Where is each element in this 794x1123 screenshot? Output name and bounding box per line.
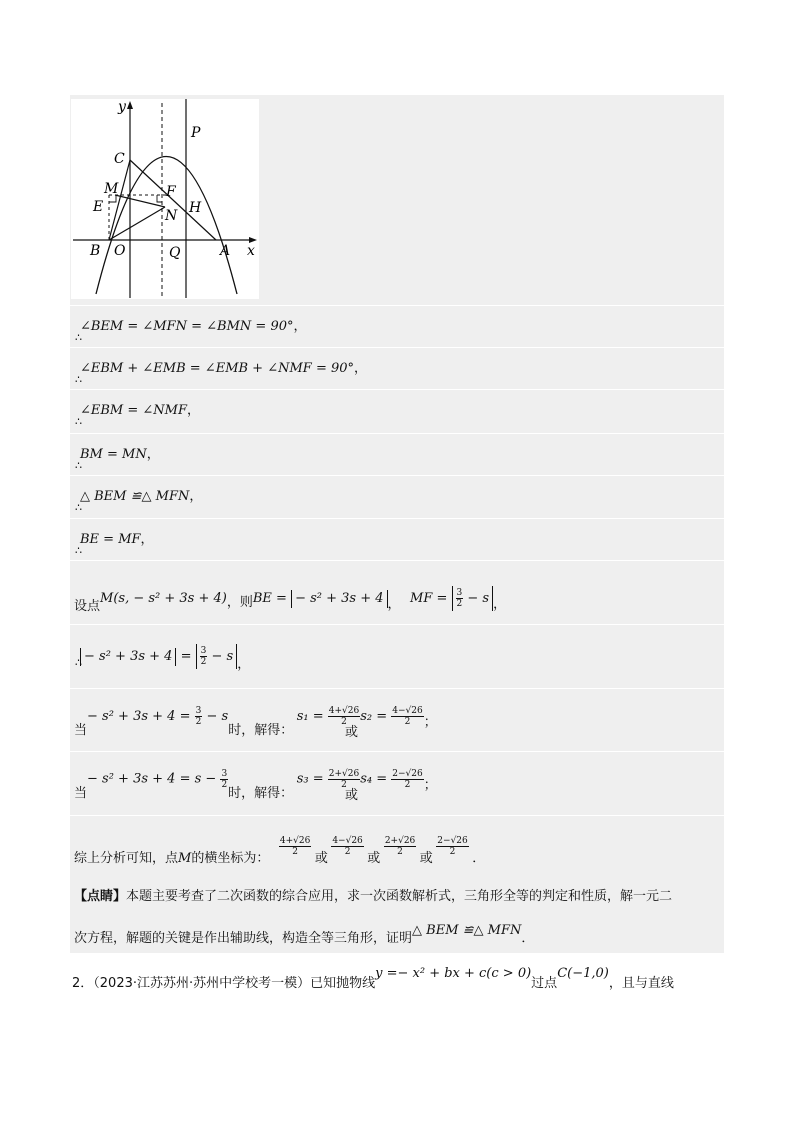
label-q: Q: [169, 245, 181, 261]
label-x: x: [247, 243, 255, 259]
row-divider: [70, 347, 724, 348]
point-m-expression: M(s, − s² + 3s + 4): [100, 591, 227, 606]
row-divider: [70, 475, 724, 476]
root-s1: $\frac{4+√26}{2}$: [328, 706, 360, 728]
step-case-2: 当− s² + 3s + 4 = s − $\frac{3}{2}$ 时，解得： s₃ = $\frac{2+√26}{2}$ s₄ = $\frac{2-√26}{2}$ ； 或: [74, 769, 437, 803]
therefore-symbol: ∴: [75, 374, 82, 386]
row-divider: [70, 751, 724, 752]
equation: ∠EBM + ∠EMB = ∠EMB + ∠NMF = 90°: [80, 361, 355, 376]
equation: BE = MF: [80, 532, 141, 547]
question-2: 2．（2023·江苏苏州·苏州中学校考一模）已知抛物线y =− x² + bx + c(c > 0)过点C(−1,0)，且与直线: [72, 966, 674, 991]
therefore-symbol: ∴: [75, 460, 82, 472]
step-angles-sum: ∠EBM + ∠EMB = ∠EMB + ∠NMF = 90°，: [80, 361, 368, 376]
step-sides-equal: BM = MN，: [80, 447, 160, 462]
label-m: M: [104, 181, 119, 197]
line-ca: [130, 160, 216, 240]
row-divider: [70, 815, 724, 816]
comment-line-1: 【点睛】本题主要考查了二次函数的综合应用，求一次函数解析式，三角形全等的判定和性质，解一元二: [74, 889, 673, 904]
label-h: H: [189, 200, 202, 216]
comment-tag: 【点睛】: [74, 889, 127, 904]
root-s1: $\frac{4+√26}{2}$: [279, 836, 311, 857]
label-n: N: [165, 208, 178, 224]
root-s2: $\frac{4-√26}{2}$: [332, 836, 363, 857]
label-e: E: [93, 199, 104, 215]
right-angle-f: [157, 195, 162, 202]
therefore-symbol: ∴: [75, 502, 82, 514]
row-divider: [70, 624, 724, 625]
label-o: O: [114, 243, 126, 259]
equation: △ BEM ≌△ MFN: [80, 489, 190, 504]
point-c: C(−1,0): [557, 966, 609, 981]
label-y: y: [118, 99, 126, 115]
line-mn: [115, 195, 165, 207]
root-s2: $\frac{4-√26}{2}$: [392, 706, 423, 728]
root-s4: $\frac{2-√26}{2}$: [392, 769, 423, 790]
parabola-figure: [71, 99, 259, 299]
therefore-symbol: ∴: [75, 416, 82, 428]
label-f: F: [166, 184, 176, 200]
step-set-point: 设点M(s, − s² + 3s + 4)，则BE = − s² + 3s + 4 ， MF = $\frac{3}{2}$ − s ，: [74, 588, 507, 614]
equation: BM = MN: [80, 447, 147, 462]
therefore-symbol: ∴: [75, 332, 82, 344]
root-s3: $\frac{2+√26}{2}$: [328, 769, 360, 790]
congruence-expression: △ BEM ≌△ MFN: [412, 923, 522, 938]
step-angles-equal: ∠EBM = ∠NMF，: [80, 403, 201, 418]
label-a: A: [220, 243, 231, 259]
parabola-diagram: [71, 99, 259, 299]
parabola-equation: y =− x² + bx + c(c > 0): [375, 966, 532, 981]
step-abs-equation: − s² + 3s + 4 = $\frac{3}{2}$ − s，: [80, 644, 250, 669]
step-angles-right: ∠BEM = ∠MFN = ∠BMN = 90°，: [80, 319, 307, 334]
therefore-symbol: ∴: [75, 545, 82, 557]
row-divider: [70, 560, 724, 561]
root-s4: $\frac{2-√26}{2}$: [437, 836, 468, 857]
equation: ∠EBM = ∠NMF: [80, 403, 188, 418]
step-be-mf: BE = MF，: [80, 532, 154, 547]
row-divider: [70, 518, 724, 519]
abs-expression: $\frac{3}{2}$ − s: [452, 586, 494, 611]
step-case-1: 当− s² + 3s + 4 = $\frac{3}{2}$ − s时，解得： s₁ = $\frac{4+√26}{2}$ s₂ = $\frac{4-√26}{2}$ ； 或: [74, 706, 437, 740]
comment-line-2: 次方程，解题的关键是作出辅助线，构造全等三角形，证明△ BEM ≌△ MFN．: [74, 923, 535, 946]
label-b: B: [90, 243, 101, 259]
root-s3: $\frac{2+√26}{2}$: [384, 836, 416, 857]
row-divider: [70, 433, 724, 434]
equation: ∠BEM = ∠MFN = ∠BMN = 90°: [80, 319, 294, 334]
label-c: C: [114, 151, 125, 167]
row-divider: [70, 389, 724, 390]
therefore-symbol: ∴: [75, 657, 82, 669]
row-divider: [70, 305, 724, 306]
abs-expression: − s² + 3s + 4: [291, 590, 387, 608]
y-axis-arrow: [127, 101, 133, 109]
label-p: P: [191, 125, 201, 141]
parabola-curve: [96, 157, 237, 295]
step-conclusion: 综上分析可知，点M的横坐标为： $\frac{4+√26}{2}$ 或 $\frac{4-√26}{2}$ 或 $\frac{2+√26}{2}$ 或 $\frac{2-√26}{2}$ ．: [74, 836, 486, 866]
step-congruent: △ BEM ≌△ MFN，: [80, 489, 203, 504]
row-divider: [70, 688, 724, 689]
